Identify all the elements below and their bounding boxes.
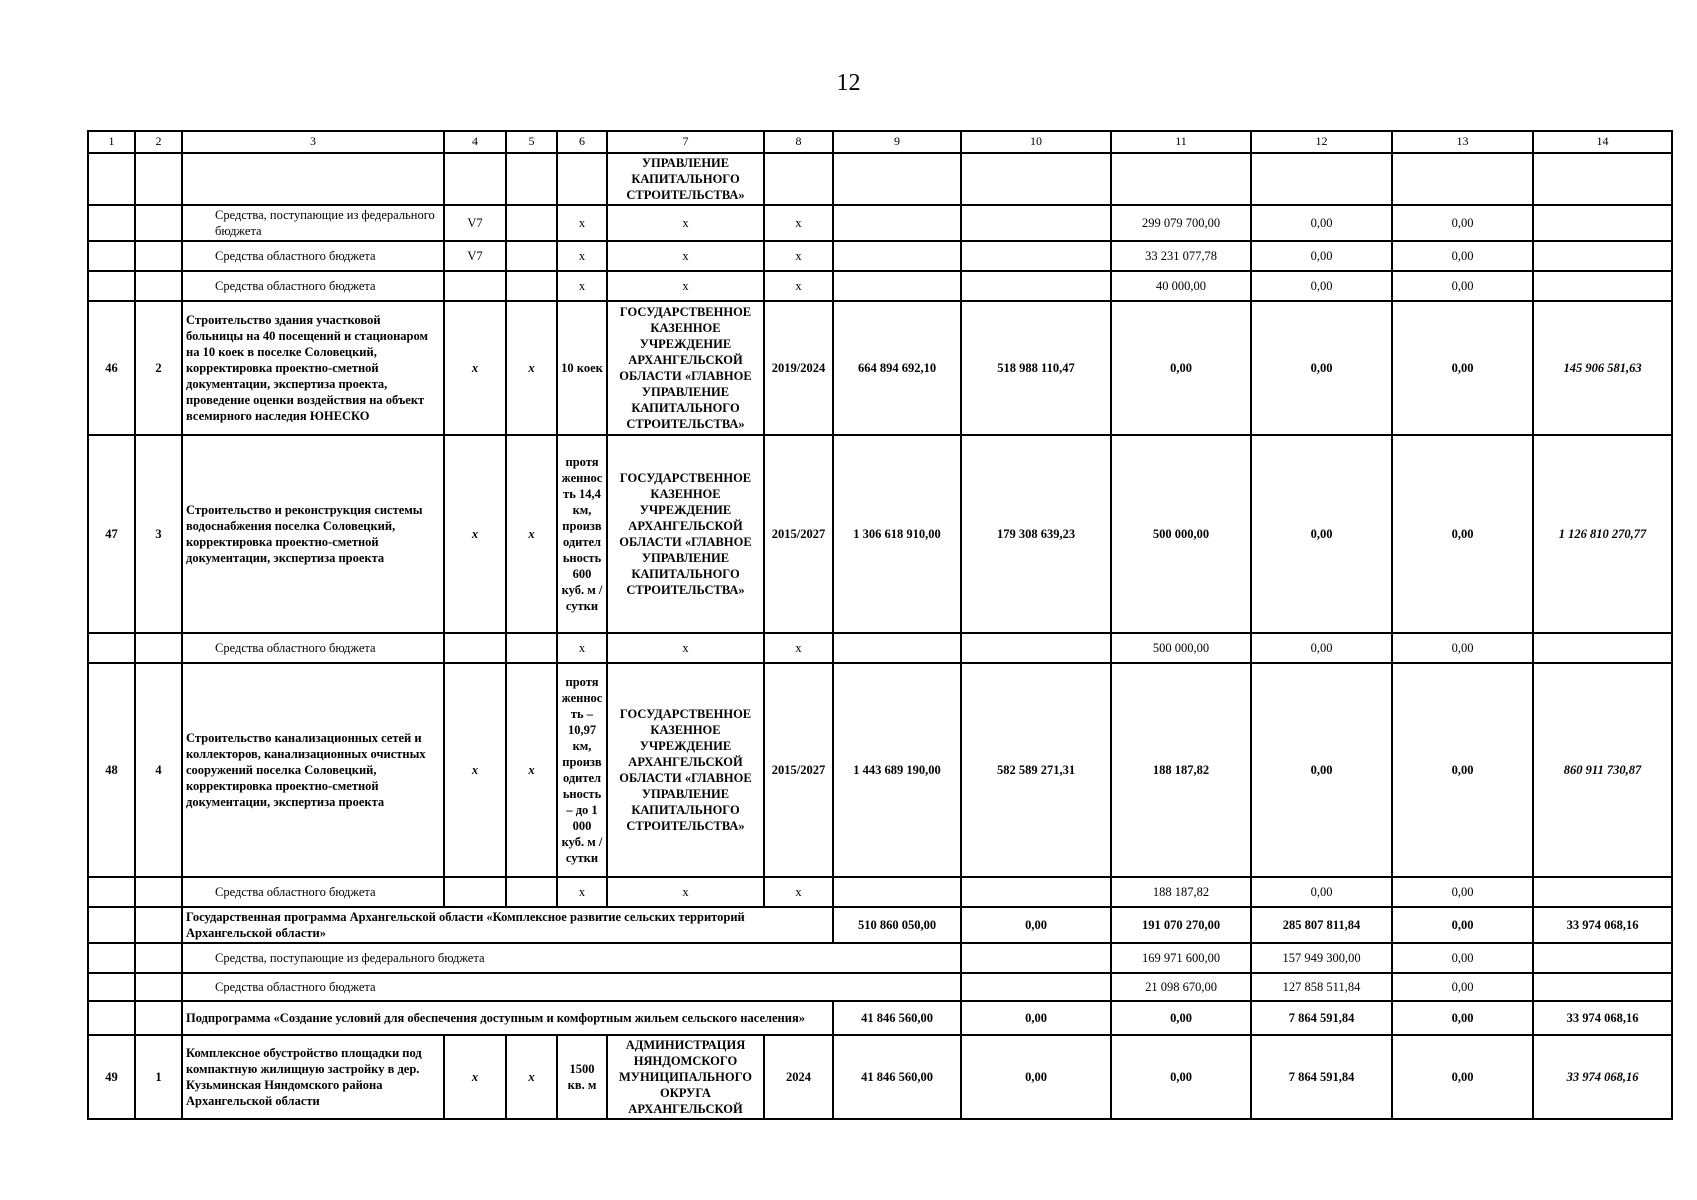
- table-row: [88, 153, 1672, 205]
- amount-cell: [961, 271, 1111, 301]
- amount-cell: 510 860 050,00: [833, 907, 961, 943]
- code-cell: [444, 271, 506, 301]
- capacity-cell: протяженность – 10,97 км, производительность – до 1 000 куб. м / сутки: [557, 663, 607, 877]
- subrow-number: 2: [135, 301, 182, 435]
- program-row: [88, 907, 1672, 943]
- amount-cell: 145 906 581,63: [1533, 301, 1672, 435]
- amount-cell: 860 911 730,87: [1533, 663, 1672, 877]
- amount-cell: [833, 205, 961, 241]
- funding-source: Средства, поступающие из федерального бюджета: [182, 205, 444, 241]
- subrow-number: 4: [135, 663, 182, 877]
- amount-cell: [961, 877, 1111, 907]
- amount-cell: 40 000,00: [1111, 271, 1251, 301]
- period-cell: [764, 153, 833, 205]
- amount-cell: 0,00: [1392, 241, 1533, 271]
- amount-cell: [1533, 877, 1672, 907]
- amount-cell: 0,00: [1251, 663, 1392, 877]
- amount-cell: 0,00: [1392, 301, 1533, 435]
- amount-cell: 0,00: [1111, 1001, 1251, 1035]
- amount-cell: [1533, 271, 1672, 301]
- amount-cell: 179 308 639,23: [961, 435, 1111, 633]
- amount-cell: 0,00: [1251, 205, 1392, 241]
- subrow-number: 1: [135, 1035, 182, 1119]
- investment-objects-table: [87, 130, 1673, 1120]
- code-cell: V7: [444, 205, 506, 241]
- row-number: 47: [88, 435, 135, 633]
- cell-5: [506, 633, 557, 663]
- row-number: [88, 271, 135, 301]
- amount-cell: 1 306 618 910,00: [833, 435, 961, 633]
- subrow-number: [135, 633, 182, 663]
- header-cell: 11: [1111, 131, 1251, 153]
- capacity-cell: x: [557, 633, 607, 663]
- funding-source: Средства областного бюджета: [182, 633, 444, 663]
- amount-cell: [1533, 973, 1672, 1001]
- capacity-cell: x: [557, 877, 607, 907]
- row-number: 48: [88, 663, 135, 877]
- customer-name: x: [607, 633, 764, 663]
- amount-cell: 41 846 560,00: [833, 1001, 961, 1035]
- amount-cell: 0,00: [1251, 301, 1392, 435]
- row-number: [88, 973, 135, 1001]
- table-row: [88, 943, 1672, 973]
- amount-cell: 0,00: [1251, 241, 1392, 271]
- header-cell: 14: [1533, 131, 1672, 153]
- amount-cell: [961, 943, 1111, 973]
- amount-cell: 0,00: [1392, 663, 1533, 877]
- amount-cell: [833, 241, 961, 271]
- amount-cell: [833, 271, 961, 301]
- cell-5: [506, 153, 557, 205]
- amount-cell: 127 858 511,84: [1251, 973, 1392, 1001]
- amount-cell: [1251, 153, 1392, 205]
- period-cell: 2015/2027: [764, 663, 833, 877]
- customer-name: УПРАВЛЕНИЕ КАПИТАЛЬНОГО СТРОИТЕЛЬСТВА»: [607, 153, 764, 205]
- header-cell: 2: [135, 131, 182, 153]
- amount-cell: 0,00: [1251, 633, 1392, 663]
- amount-cell: [1533, 943, 1672, 973]
- cell-5: x: [506, 301, 557, 435]
- amount-cell: 500 000,00: [1111, 633, 1251, 663]
- amount-cell: 21 098 670,00: [1111, 973, 1251, 1001]
- row-number: 49: [88, 1035, 135, 1119]
- funding-source: Средства, поступающие из федерального бюджета: [182, 943, 961, 973]
- header-cell: 7: [607, 131, 764, 153]
- amount-cell: 0,00: [1392, 271, 1533, 301]
- amount-cell: [961, 205, 1111, 241]
- object-name: Строительство канализационных сетей и коллекторов, канализационных очистных сооружений поселка Соловецкий, корректировка проектно-сметной документации, экспертиза проекта: [182, 663, 444, 877]
- subrow-number: [135, 153, 182, 205]
- period-cell: 2019/2024: [764, 301, 833, 435]
- customer-name: АДМИНИСТРАЦИЯ НЯНДОМСКОГО МУНИЦИПАЛЬНОГО ОКРУГА АРХАНГЕЛЬСКОЙ: [607, 1035, 764, 1119]
- amount-cell: 1 126 810 270,77: [1533, 435, 1672, 633]
- amount-cell: 0,00: [961, 907, 1111, 943]
- period-cell: 2015/2027: [764, 435, 833, 633]
- period-cell: x: [764, 241, 833, 271]
- amount-cell: 0,00: [1392, 633, 1533, 663]
- amount-cell: [961, 153, 1111, 205]
- funding-source: Средства областного бюджета: [182, 973, 961, 1001]
- amount-cell: 664 894 692,10: [833, 301, 961, 435]
- amount-cell: 0,00: [961, 1035, 1111, 1119]
- amount-cell: 582 589 271,31: [961, 663, 1111, 877]
- amount-cell: [1533, 633, 1672, 663]
- period-cell: x: [764, 633, 833, 663]
- amount-cell: 0,00: [1392, 205, 1533, 241]
- amount-cell: 0,00: [1392, 1035, 1533, 1119]
- subrow-number: 3: [135, 435, 182, 633]
- row-number: 46: [88, 301, 135, 435]
- amount-cell: 0,00: [1392, 877, 1533, 907]
- code-cell: x: [444, 663, 506, 877]
- amount-cell: 0,00: [961, 1001, 1111, 1035]
- customer-name: ГОСУДАРСТВЕННОЕ КАЗЕННОЕ УЧРЕЖДЕНИЕ АРХАНГЕЛЬСКОЙ ОБЛАСТИ «ГЛАВНОЕ УПРАВЛЕНИЕ КАПИТАЛЬНОГО СТРОИТЕЛЬСТВА»: [607, 435, 764, 633]
- amount-cell: 33 974 068,16: [1533, 1001, 1672, 1035]
- amount-cell: 7 864 591,84: [1251, 1001, 1392, 1035]
- amount-cell: 33 974 068,16: [1533, 1035, 1672, 1119]
- page-number: 12: [836, 70, 861, 96]
- subrow-number: [135, 973, 182, 1001]
- amount-cell: [1533, 205, 1672, 241]
- subrow-number: [135, 271, 182, 301]
- subprogram-row: [88, 1001, 1672, 1035]
- header-cell: 4: [444, 131, 506, 153]
- funding-source: Средства областного бюджета: [182, 241, 444, 271]
- subrow-number: [135, 877, 182, 907]
- table-row: [88, 633, 1672, 663]
- table-row: [88, 435, 1672, 633]
- amount-cell: 0,00: [1251, 271, 1392, 301]
- object-name: Строительство здания участковой больницы на 40 посещений и стационаром на 10 коек в поселке Соловецкий, корректировка проектно-сметной документации, экспертиза проекта, проведение оценки воздействия на объект всемирного наследия ЮНЕСКО: [182, 301, 444, 435]
- subprogram-name: Подпрограмма «Создание условий для обеспечения доступным и комфортным жильем сельского населения»: [182, 1001, 833, 1035]
- amount-cell: 0,00: [1111, 1035, 1251, 1119]
- amount-cell: [833, 633, 961, 663]
- customer-name: ГОСУДАРСТВЕННОЕ КАЗЕННОЕ УЧРЕЖДЕНИЕ АРХАНГЕЛЬСКОЙ ОБЛАСТИ «ГЛАВНОЕ УПРАВЛЕНИЕ КАПИТАЛЬНОГО СТРОИТЕЛЬСТВА»: [607, 301, 764, 435]
- row-number: [88, 153, 135, 205]
- row-number: [88, 1001, 135, 1035]
- amount-cell: 41 846 560,00: [833, 1035, 961, 1119]
- cell-5: x: [506, 1035, 557, 1119]
- amount-cell: [1111, 153, 1251, 205]
- amount-cell: 188 187,82: [1111, 877, 1251, 907]
- row-number: [88, 241, 135, 271]
- table-row: [88, 877, 1672, 907]
- table-row: [88, 241, 1672, 271]
- amount-cell: 7 864 591,84: [1251, 1035, 1392, 1119]
- code-cell: x: [444, 1035, 506, 1119]
- cell-5: [506, 877, 557, 907]
- amount-cell: [961, 973, 1111, 1001]
- amount-cell: [833, 877, 961, 907]
- amount-cell: 33 231 077,78: [1111, 241, 1251, 271]
- table-row: [88, 973, 1672, 1001]
- customer-name: x: [607, 877, 764, 907]
- subrow-number: [135, 205, 182, 241]
- table-row: [88, 271, 1672, 301]
- capacity-cell: x: [557, 271, 607, 301]
- cell-5: x: [506, 663, 557, 877]
- header-cell: 8: [764, 131, 833, 153]
- amount-cell: 500 000,00: [1111, 435, 1251, 633]
- program-name: Государственная программа Архангельской области «Комплексное развитие сельских территорий Архангельской области»: [182, 907, 833, 943]
- capacity-cell: 1500 кв. м: [557, 1035, 607, 1119]
- subrow-number: [135, 907, 182, 943]
- amount-cell: 518 988 110,47: [961, 301, 1111, 435]
- table-row: [88, 301, 1672, 435]
- object-name: Комплексное обустройство площадки под компактную жилищную застройку в дер. Кузьминская Няндомского района Архангельской области: [182, 1035, 444, 1119]
- amount-cell: 0,00: [1392, 435, 1533, 633]
- row-number: [88, 907, 135, 943]
- code-cell: [444, 153, 506, 205]
- amount-cell: 0,00: [1251, 877, 1392, 907]
- amount-cell: [961, 633, 1111, 663]
- amount-cell: 188 187,82: [1111, 663, 1251, 877]
- customer-name: x: [607, 205, 764, 241]
- customer-name: x: [607, 241, 764, 271]
- amount-cell: [1533, 241, 1672, 271]
- amount-cell: 0,00: [1251, 435, 1392, 633]
- subrow-number: [135, 1001, 182, 1035]
- period-cell: 2024: [764, 1035, 833, 1119]
- column-number-header-row: [88, 131, 1672, 153]
- amount-cell: 0,00: [1392, 973, 1533, 1001]
- object-name: [182, 153, 444, 205]
- customer-name: x: [607, 271, 764, 301]
- capacity-cell: x: [557, 241, 607, 271]
- amount-cell: 33 974 068,16: [1533, 907, 1672, 943]
- amount-cell: 169 971 600,00: [1111, 943, 1251, 973]
- amount-cell: [1533, 153, 1672, 205]
- table-row: [88, 663, 1672, 877]
- table-row: [88, 1035, 1672, 1119]
- capacity-cell: 10 коек: [557, 301, 607, 435]
- amount-cell: 0,00: [1392, 907, 1533, 943]
- period-cell: x: [764, 271, 833, 301]
- header-cell: 3: [182, 131, 444, 153]
- code-cell: x: [444, 435, 506, 633]
- row-number: [88, 205, 135, 241]
- amount-cell: 191 070 270,00: [1111, 907, 1251, 943]
- cell-5: [506, 205, 557, 241]
- code-cell: V7: [444, 241, 506, 271]
- code-cell: [444, 633, 506, 663]
- funding-source: Средства областного бюджета: [182, 271, 444, 301]
- capacity-cell: [557, 153, 607, 205]
- capacity-cell: x: [557, 205, 607, 241]
- amount-cell: 1 443 689 190,00: [833, 663, 961, 877]
- cell-5: x: [506, 435, 557, 633]
- header-cell: 12: [1251, 131, 1392, 153]
- amount-cell: [1392, 153, 1533, 205]
- amount-cell: 299 079 700,00: [1111, 205, 1251, 241]
- amount-cell: 157 949 300,00: [1251, 943, 1392, 973]
- header-cell: 5: [506, 131, 557, 153]
- period-cell: x: [764, 205, 833, 241]
- code-cell: [444, 877, 506, 907]
- header-cell: 1: [88, 131, 135, 153]
- funding-source: Средства областного бюджета: [182, 877, 444, 907]
- cell-5: [506, 241, 557, 271]
- code-cell: x: [444, 301, 506, 435]
- amount-cell: [961, 241, 1111, 271]
- amount-cell: 0,00: [1392, 1001, 1533, 1035]
- header-cell: 9: [833, 131, 961, 153]
- header-cell: 10: [961, 131, 1111, 153]
- header-cell: 6: [557, 131, 607, 153]
- header-cell: 13: [1392, 131, 1533, 153]
- cell-5: [506, 271, 557, 301]
- row-number: [88, 943, 135, 973]
- capacity-cell: протяженность 14,4 км, производительность 600 куб. м / сутки: [557, 435, 607, 633]
- period-cell: x: [764, 877, 833, 907]
- object-name: Строительство и реконструкция системы водоснабжения поселка Соловецкий, корректировка проектно-сметной документации, экспертиза проекта: [182, 435, 444, 633]
- subrow-number: [135, 943, 182, 973]
- amount-cell: [833, 153, 961, 205]
- customer-name: ГОСУДАРСТВЕННОЕ КАЗЕННОЕ УЧРЕЖДЕНИЕ АРХАНГЕЛЬСКОЙ ОБЛАСТИ «ГЛАВНОЕ УПРАВЛЕНИЕ КАПИТАЛЬНОГО СТРОИТЕЛЬСТВА»: [607, 663, 764, 877]
- row-number: [88, 633, 135, 663]
- subrow-number: [135, 241, 182, 271]
- amount-cell: 0,00: [1392, 943, 1533, 973]
- row-number: [88, 877, 135, 907]
- amount-cell: 285 807 811,84: [1251, 907, 1392, 943]
- table-row: [88, 205, 1672, 241]
- amount-cell: 0,00: [1111, 301, 1251, 435]
